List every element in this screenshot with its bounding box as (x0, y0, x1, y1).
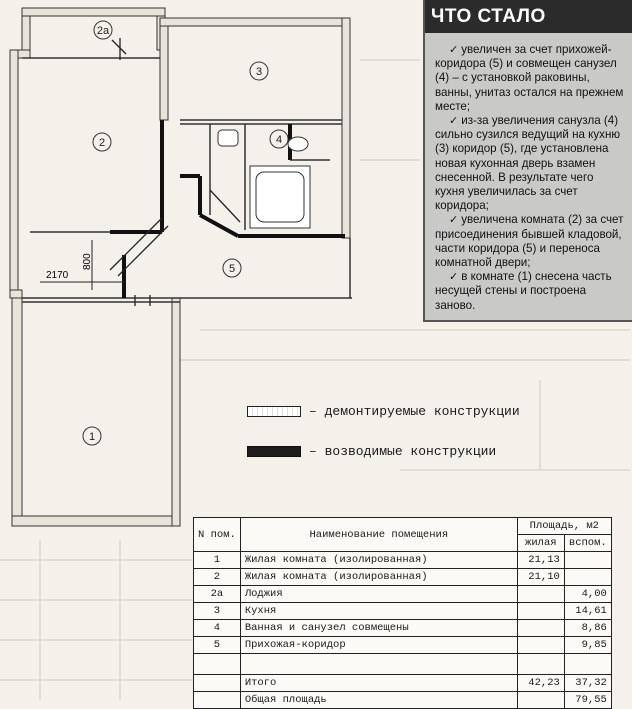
erected-swatch (247, 446, 301, 457)
dimension-2170: 2170 (46, 270, 69, 281)
room-1-label: 1 (88, 431, 96, 443)
change-item: ✓ из-за увеличения санузла (4) сильно сузился ведущий на кухню (3) коридор (5), где установлена новая кухонная дверь взамен снесенной. В результате чего кухня увеличилась за счет коридора; (435, 114, 621, 213)
change-item: ✓ увеличен за счет прихожей-коридора (5) и совмещен санузел (4) – с установкой раковины, ванны, унитаз остался на прежнем месте; (435, 43, 624, 113)
panel-body (425, 33, 632, 313)
room-2-label: 2 (98, 137, 106, 149)
changes-panel (423, 0, 632, 322)
table-row: 2 Жилая комната (изолированная) 21,10 (194, 569, 612, 586)
legend-erected: – возводимые конструкции (247, 444, 496, 459)
area-table (193, 517, 612, 709)
header-num: N пом. (194, 518, 241, 552)
dismantled-swatch (247, 406, 301, 417)
check-icon: ✓ (449, 214, 459, 227)
check-icon: ✓ (449, 271, 459, 284)
panel-title: ЧТО СТАЛО (425, 0, 632, 33)
table-row: 1 Жилая комната (изолированная) 21,13 (194, 552, 612, 569)
spacer-row (194, 654, 612, 675)
table-row: 4 Ванная и санузел совмещены 8,86 (194, 620, 612, 637)
header-living: жилая (517, 535, 564, 552)
overall-row: Общая площадь 79,55 (194, 692, 612, 709)
room-3-label: 3 (255, 66, 263, 78)
change-item: ✓ увеличена комната (2) за счет присоединения бывшей кладовой, части коридора (5) и переноса комнатной двери; (435, 213, 624, 270)
total-row: Итого 42,23 37,32 (194, 675, 612, 692)
room-5-label: 5 (228, 263, 236, 275)
dimension-800: 800 (82, 253, 93, 270)
check-icon: ✓ (449, 115, 459, 128)
table-row: 3 Кухня 14,61 (194, 603, 612, 620)
room-4-label: 4 (275, 134, 283, 146)
table-row: 2а Лоджия 4,00 (194, 586, 612, 603)
change-item: ✓ в комнате (1) снесена часть несущей стены и построена заново. (435, 270, 612, 312)
header-name: Наименование помещения (240, 518, 517, 552)
legend-dismantled: – демонтируемые конструкции (247, 404, 520, 419)
header-aux: вспом. (564, 535, 611, 552)
check-icon: ✓ (449, 44, 459, 56)
table-row: 5 Прихожая-коридор 9,85 (194, 637, 612, 654)
room-2a-label: 2а (96, 25, 110, 37)
header-area: Площадь, м2 (517, 518, 611, 535)
